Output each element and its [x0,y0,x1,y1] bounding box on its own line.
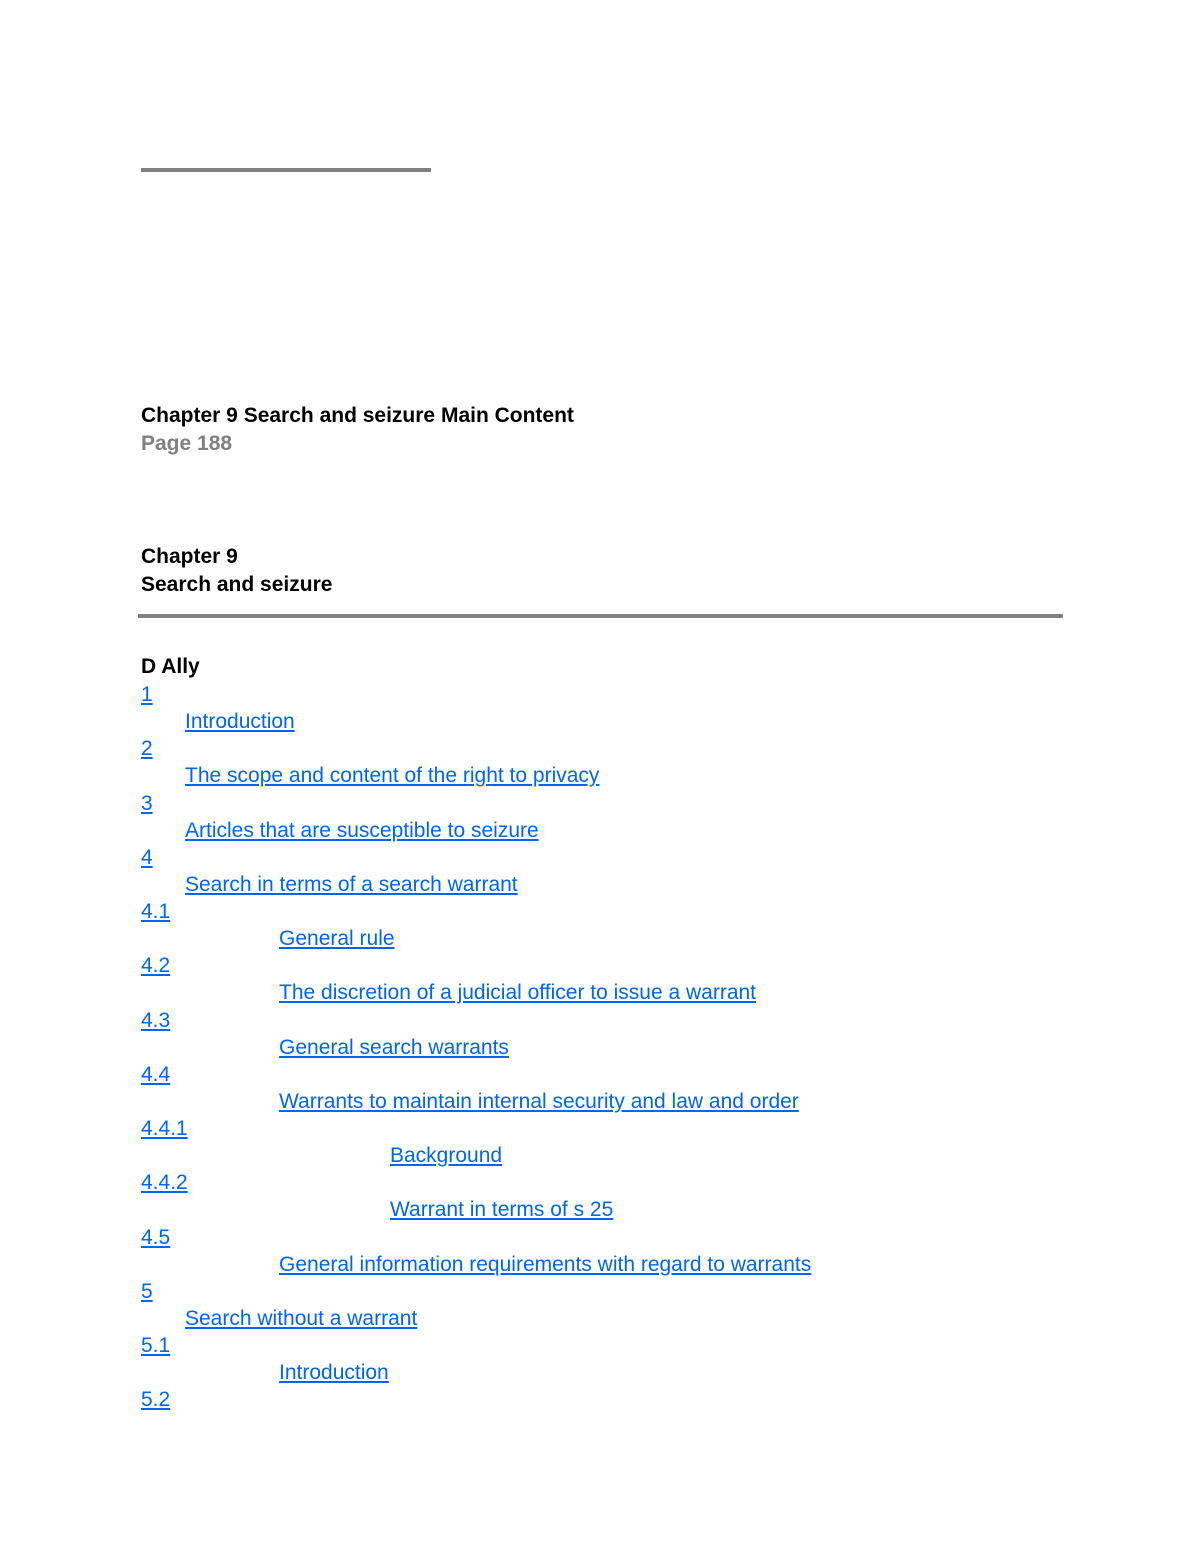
toc-number-link[interactable]: 5.2 [141,1388,171,1412]
toc-title-link[interactable]: The scope and content of the right to privacy [185,764,600,788]
toc-title-link[interactable]: General rule [279,927,395,951]
toc-title-link[interactable]: General information requirements with regard to warrants [279,1252,812,1276]
toc-number-link[interactable]: 5 [141,1279,153,1303]
toc-number-link[interactable]: 1 [141,683,153,706]
toc-entry [141,1224,1141,1278]
toc-number-link[interactable]: 4.4.2 [141,1171,188,1195]
toc-number-link[interactable]: 2 [141,737,153,761]
toc-entry [141,844,1141,898]
toc-entry [141,1386,1141,1413]
toc-entry [141,1115,1141,1169]
toc-number-link[interactable]: 3 [141,791,153,815]
toc-entry [141,1278,1141,1332]
top-divider [141,168,431,172]
toc-title-link[interactable]: Warrants to maintain internal security and law and order [279,1089,799,1113]
toc-title-link[interactable]: Search without a warrant [185,1306,418,1330]
toc-number-link[interactable]: 4.2 [141,954,171,978]
chapter-number: Chapter 9 [141,545,238,568]
toc-number-link[interactable]: 5.1 [141,1334,171,1357]
toc-entry [141,735,1141,789]
toc-title-link[interactable]: General search warrants [279,1035,509,1059]
toc-number-link[interactable]: 4.4.1 [141,1117,188,1140]
page-number-label: Page 188 [141,432,233,455]
author-name: D Ally [141,655,200,678]
toc-number-link[interactable]: 4.5 [141,1225,171,1249]
toc-title-link[interactable]: Articles that are susceptible to seizure [185,818,539,842]
toc-number-link[interactable]: 4.1 [141,900,171,923]
toc-title-link[interactable]: Search in terms of a search warrant [185,872,518,896]
toc-entry [141,681,1141,735]
chapter-title: Search and seizure [141,573,333,596]
page-title: Chapter 9 Search and seizure Main Content [141,404,574,427]
toc-number-link[interactable]: 4.4 [141,1062,171,1086]
toc-number-link[interactable]: 4.3 [141,1008,171,1032]
toc-entry [141,1061,1141,1115]
table-of-contents [141,681,1141,1413]
toc-number-link[interactable]: 4 [141,845,153,869]
toc-entry [141,898,1141,952]
toc-entry [141,1332,1141,1386]
toc-title-link[interactable]: Introduction [279,1361,389,1385]
toc-title-link[interactable]: Warrant in terms of s 25 [390,1198,614,1222]
toc-title-link[interactable]: Background [390,1144,503,1168]
toc-title-link[interactable]: Introduction [185,710,295,734]
toc-title-link[interactable]: The discretion of a judicial officer to issue a warrant [279,981,757,1005]
toc-entry [141,1169,1141,1223]
document-header [141,402,1041,458]
chapter-divider [138,614,1063,618]
chapter-heading [141,543,1041,599]
toc-entry [141,790,1141,844]
toc-entry [141,1007,1141,1061]
toc-entry [141,952,1141,1006]
